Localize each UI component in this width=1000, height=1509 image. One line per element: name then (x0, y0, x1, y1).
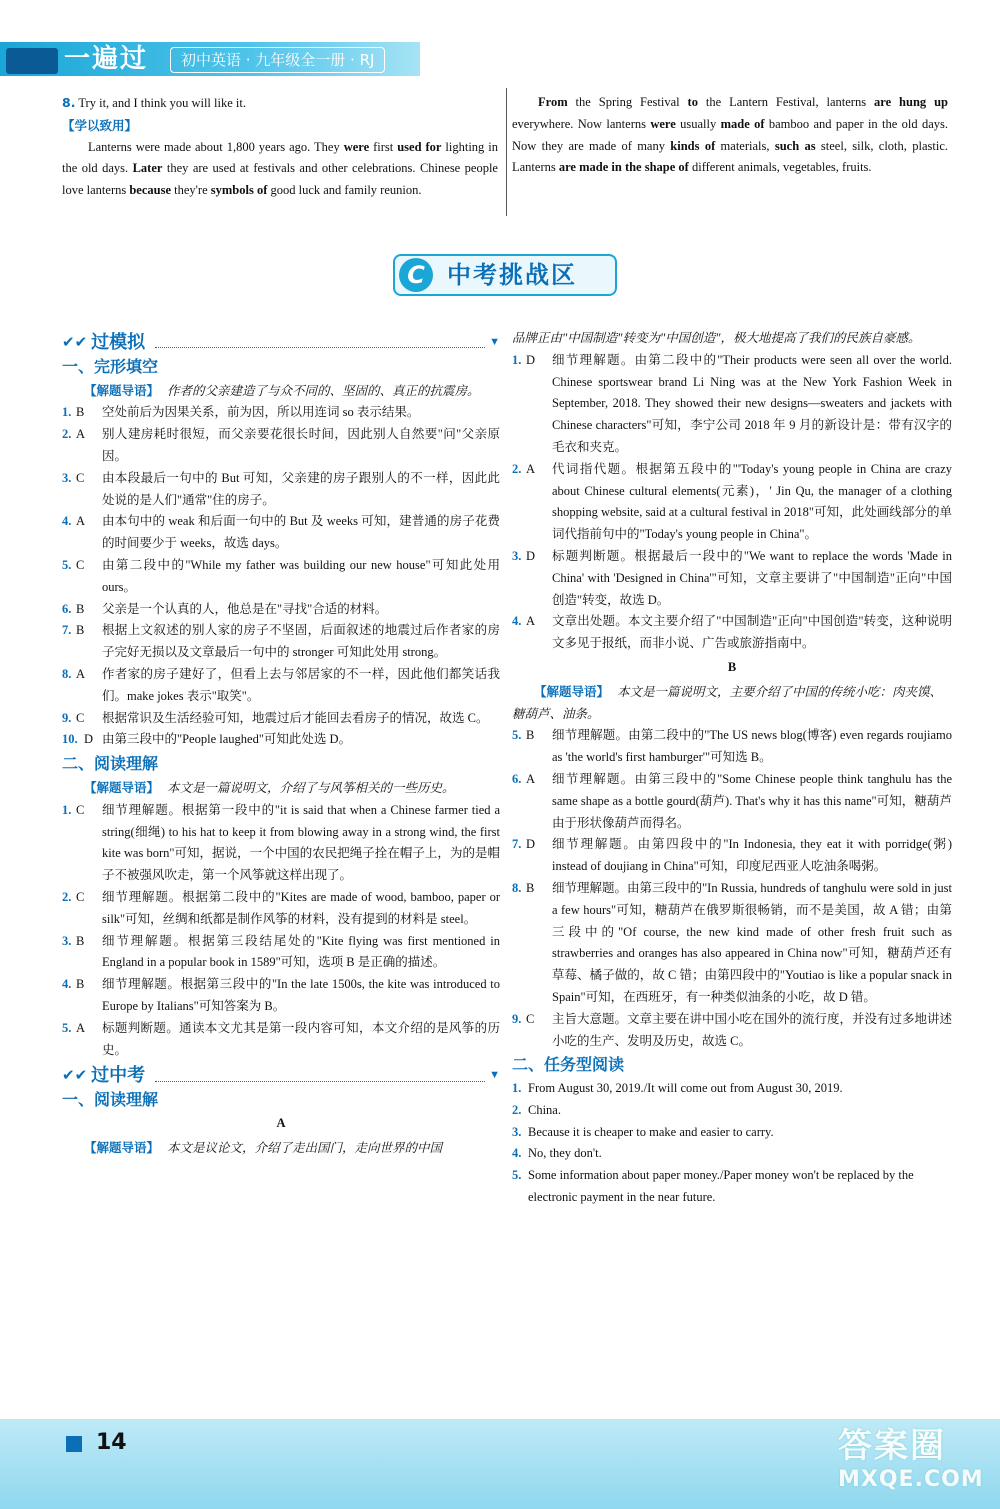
explanation-text: 细节理解题。根据第三段中的"In the late 1500s, the kite was introduced to Europe by Italians"可知答案为 B。 (102, 977, 500, 1013)
cloze-answers (62, 402, 500, 751)
text-run: materials, (715, 138, 775, 153)
answer-letter: C (76, 710, 85, 725)
text-run: everywhere. Now lanterns (512, 116, 651, 131)
subsection-title: 一、完形填空 (62, 356, 159, 376)
guide-note (62, 777, 500, 800)
bold-run: symbols of (210, 183, 268, 198)
guide-text: 本文是一篇说明文，介绍了与风筝相关的一些历史。 (167, 780, 455, 795)
item-number: 5. (512, 1168, 522, 1183)
answer-text: Some information about paper money./Paper money won't be replaced by the electronic payment in the near future. (528, 1168, 914, 1205)
answer-letter: B (76, 977, 85, 992)
page-header (0, 0, 1000, 78)
answer-letter: B (76, 405, 85, 420)
explanation-text: 空处前后为因果关系，前为因，所以用连词 so 表示结果。 (102, 405, 420, 420)
explanation-text: 标题判断题。根据最后一段中的"We want to replace the words 'Made in China' with 'Designed in China'"可知，文章主要讲了"中国制造"正向"中国创造"转变，故选 D。 (552, 548, 952, 607)
answer-item (62, 511, 500, 555)
item-number: 2. (62, 889, 72, 904)
answer-letter: C (526, 1011, 535, 1026)
explanation-text: 根据上文叙述的别人家的房子不坚固，后面叙述的地震过后作者家的房子完好无损以及文章最后一句中的 stronger 可知此处用 strong。 (102, 623, 500, 660)
text-run: different animals, vegetables, fruits. (688, 160, 872, 175)
item-number: 6. (62, 601, 72, 616)
text-run: the Lantern Festival, lanterns (697, 95, 874, 109)
item-number: 1. (512, 352, 522, 367)
bold-run: kinds of (670, 138, 716, 153)
bold-run: because (129, 183, 172, 198)
explanation-text: 由本句中的 weak 和后面一句中的 But 及 weeks 可知，建普通的房子花费的时间要少于 weeks，故选 days。 (102, 514, 500, 551)
item-number: 3. (512, 1124, 522, 1139)
item-number: 4. (512, 614, 522, 629)
checkmark-icon: ✔✔ (62, 1066, 88, 1085)
answer-item (62, 555, 500, 599)
section-header-mock (62, 332, 500, 354)
explanation-text: 细节理解题。根据第一段中的"it is said that when a Chinese farmer tied a string(细绳) to his hat to keep it from blowing away in a strong wind, the first kite was born"可知，据说，一个中国的农民把绳子拴在帽子上，为的是帽子不被强风吹走，第一个风筝就这样出现了。 (102, 802, 500, 883)
bold-run: are made in the shape of (558, 160, 689, 175)
answer-item (62, 424, 500, 468)
item-number: 7. (62, 623, 72, 638)
answer-letter: A (76, 1020, 86, 1035)
answer-letter: A (526, 461, 536, 476)
task-item (512, 1143, 952, 1165)
text-run: bamboo and paper in the old days. Now they are made of many (512, 116, 948, 153)
guide-note (62, 1137, 500, 1160)
text-run: Lanterns were made about 1,800 years ago. They (88, 139, 344, 154)
item-number: 4. (62, 977, 72, 992)
watermark-title: 答案圈 (838, 1426, 946, 1466)
item-number: 8. (512, 880, 522, 895)
answer-text: Because it is cheaper to make and easier to carry. (528, 1124, 774, 1139)
explanation-text: 细节理解题。由第四段中的"In Indonesia, they eat it with porridge(粥) instead of doujiang in China"可知，印度尼西亚人吃油条喝粥。 (552, 837, 952, 874)
explanation-text: 由第二段中的"While my father was building our new house"可知此处用 ours。 (102, 557, 500, 594)
answer-item (512, 769, 952, 834)
item-number: 2. (512, 461, 522, 476)
dotted-rule (155, 1071, 485, 1082)
item-number: 7. (512, 837, 522, 852)
top-left-block (62, 92, 498, 202)
guide-label: 【解题导语】 (534, 683, 610, 699)
banner-letter: C (399, 258, 433, 292)
answer-text: China. (528, 1102, 561, 1117)
checkmark-icon: ✔✔ (62, 333, 88, 351)
dotted-rule (155, 337, 485, 348)
bold-run: Later (132, 161, 163, 176)
explanation-text: 由第三段中的"People laughed"可知此处选 D。 (102, 732, 352, 747)
guide-note (62, 380, 500, 403)
explanation-text: 标题判断题。通读本文尤其是第一段内容可知，本文介绍的是风筝的历史。 (102, 1020, 500, 1057)
explanation-text: 根据常识及生活经验可知，地震过后才能回去看房子的情况，故选 C。 (102, 710, 489, 725)
answer-letter: A (526, 614, 536, 629)
explanation-text: 细节理解题。由第三段中的"Some Chinese people think tanghulu has the same shape as a bottle gourd(葫芦). That's why it has this name"可知，糖葫芦由于形状像葫芦而得名。 (552, 771, 952, 830)
answer-letter: A (526, 771, 536, 786)
answer-letter: A (76, 666, 86, 681)
bold-run: to (687, 95, 698, 109)
passage-a-answers (512, 350, 952, 655)
answer-letter: D (526, 837, 536, 852)
section-header-exam (62, 1065, 500, 1087)
guide-text: 本文是议论文，介绍了走出国门，走向世界的中国 (167, 1140, 443, 1155)
passage-letter: B (727, 659, 737, 674)
answer-letter: B (526, 728, 535, 743)
page-number: 14 (96, 1430, 127, 1455)
section-title: 过中考 (91, 1065, 146, 1087)
answer-item (512, 350, 952, 459)
answer-item (62, 664, 500, 708)
passage-letter: A (276, 1115, 286, 1130)
answer-letter: B (76, 933, 85, 948)
item-number: 4. (62, 514, 72, 529)
answer-letter: B (76, 601, 85, 616)
answer-letter: D (526, 352, 536, 367)
left-column (62, 328, 500, 1159)
explanation-text: 主旨大意题。文章主要在讲中国小吃在国外的流行度，并没有过多地讲述小吃的生产、发明及历史，故选 C。 (552, 1011, 953, 1048)
top-item-8 (62, 92, 498, 115)
arrow-down-icon: ▼ (489, 1069, 500, 1082)
answer-item (62, 931, 500, 975)
text-run: good luck and family reunion. (267, 183, 422, 198)
guide-continuation: 品牌正由"中国制造"转变为"中国创造"，极大地提高了我们的民族自豪感。 (512, 331, 921, 345)
answer-item (512, 878, 952, 1009)
series-logo: 一遍过 (64, 44, 149, 74)
subsection-title: 二、任务型阅读 (512, 1055, 625, 1075)
section-title: 过模拟 (91, 332, 146, 353)
answer-item (62, 620, 500, 664)
guide-text: 本文是一篇说明文，主要介绍了中国的传统小吃：肉夹馍、糖葫芦、油条。 (512, 684, 943, 721)
item-number: 3. (62, 933, 72, 948)
answer-item (62, 800, 500, 887)
subsection-title: 二、阅读理解 (62, 754, 159, 774)
text-run: they're (171, 183, 211, 198)
item-number: 3. (62, 470, 72, 485)
item-number: 10. (62, 732, 78, 747)
bold-run: made of (720, 116, 765, 131)
answer-item (62, 729, 500, 751)
arrow-down-icon: ▼ (489, 336, 500, 348)
task-item (512, 1165, 952, 1209)
explanation-text: 细节理解题。由第二段中的"Their products were seen all over the world. Chinese sportswear brand Li Ning was at the New York Fashion Week in September, 2018. They showed their new designs—sweaters and jackets with Chinese characters"可知，李宁公司 2018 年 9 月的新设计是：带有汉字的毛衣和夹克。 (552, 352, 952, 454)
item-number: 2. (512, 1102, 522, 1117)
answer-item (512, 459, 952, 546)
explanation-text: 文章出处题。本文主要介绍了"中国制造"正向"中国创造"转变，这种说明文多见于报纸，而非小说、广告或旅游指南中。 (552, 614, 952, 651)
answer-letter: B (526, 880, 535, 895)
bold-run: such as (774, 138, 816, 153)
bold-run: were (343, 139, 370, 154)
explanation-text: 代词指代题。根据第五段中的"'Today's young people in China are crazy about Chinese cultural elements(元素)，' Jin Qu, the manager of a clothing shopping website, said at a cultural festival in 2018"可知，此处画线部分的单词代指前句中的"Today's young people in China"。 (552, 461, 952, 542)
watermark (838, 1418, 988, 1502)
item-number: 2. (62, 427, 72, 442)
answer-item (62, 599, 500, 621)
answer-text: No, they don't. (528, 1146, 602, 1161)
answer-letter: C (76, 470, 85, 485)
explanation-text: 父亲是一个认真的人，他总是在"寻找"合适的材料。 (102, 601, 388, 616)
text-run: lighting in the old days. (62, 139, 498, 176)
watermark-url: MXQE.COM (838, 1467, 984, 1492)
answer-item (62, 402, 500, 424)
learn-paragraph (62, 137, 498, 202)
task-item (512, 1122, 952, 1144)
item-number: 5. (512, 728, 522, 743)
right-column (512, 328, 952, 1209)
answer-letter: C (76, 557, 85, 572)
answer-letter: C (76, 889, 85, 904)
top-right-paragraph (512, 92, 948, 179)
item-number: 1. (62, 405, 72, 420)
text-run: they are used at festivals and other celebrations. Chinese people love lanterns (62, 161, 498, 198)
bold-run: From (538, 95, 568, 109)
reading-answers (62, 800, 500, 1062)
item-number: 5. (62, 557, 72, 572)
answer-letter: A (76, 427, 86, 442)
answer-item (512, 834, 952, 878)
explanation-text: 细节理解题。由第二段中的"The US news blog(博客) even regards roujiamo as 'the world's first hamburger'"可知选 B。 (552, 728, 952, 765)
guide-note (512, 681, 952, 726)
item-number: 5. (62, 1020, 72, 1035)
task-item (512, 1078, 952, 1100)
answer-letter: A (76, 514, 86, 529)
explanation-text: 别人建房耗时很短，而父亲要花很长时间，因此别人自然要"问"父亲原因。 (102, 427, 500, 463)
explanation-text: 由本段最后一句中的 But 可知，父亲建的房子跟别人的不一样，因此此处说的是人们"通常"住的房子。 (102, 470, 500, 507)
page-marker (66, 1436, 82, 1452)
item-number: 3. (512, 548, 522, 563)
banner-title: 中考挑战区 (447, 261, 577, 289)
section-banner (393, 254, 617, 296)
item-number: 9. (512, 1011, 522, 1026)
book-subtitle: 初中英语 · 九年级全一册 · RJ (170, 47, 385, 73)
passage-b-answers (512, 725, 952, 1052)
bold-run: are hung up (874, 95, 948, 109)
explanation-text: 细节理解题。由第三段中的"In Russia, hundreds of tanghulu were sold in just a few hours"可知，糖葫芦在俄罗斯很畅销，而不是美国，故 A 错；由第三段中的"Of course, the new kind made of other fresh fruit such as strawberries and oranges has also appeared in China now"可知，糖葫芦还有草莓、橘子做的，故 C 错；由第四段中的"Youtiao is like a popular snack in Spain"可知，在西班牙，有一种类似油条的小吃，故 D 错。 (552, 880, 952, 1004)
answer-letter: D (526, 548, 536, 563)
answer-item (512, 725, 952, 769)
bold-run: used for (397, 139, 442, 154)
guide-label: 【解题导语】 (84, 382, 160, 398)
answer-text: From August 30, 2019./It will come out from August 30, 2019. (528, 1081, 843, 1096)
answer-item (62, 887, 500, 931)
learn-tag: 【学以致用】 (62, 117, 138, 133)
answer-letter: B (76, 623, 85, 638)
answer-item (62, 1018, 500, 1062)
answer-item (62, 468, 500, 512)
answer-letter: C (76, 802, 85, 817)
column-divider (506, 88, 507, 216)
text-run: the Spring Festival (567, 95, 688, 109)
answer-item (62, 974, 500, 1018)
text-run: steel, silk, cloth, plastic. Lanterns (512, 138, 948, 175)
item-text: Try it, and I think you will like it. (78, 96, 246, 110)
bold-run: were (650, 116, 676, 131)
item-number: 8. (62, 95, 76, 110)
item-number: 9. (62, 710, 72, 725)
answer-letter: D (84, 732, 94, 747)
text-run: usually (675, 116, 721, 131)
guide-label: 【解题导语】 (84, 1139, 160, 1155)
answer-item (512, 546, 952, 611)
item-number: 1. (512, 1081, 522, 1096)
explanation-text: 作者家的房子建好了，但看上去与邻居家的不一样，因此他们都笑话我们。make jokes 表示"取笑"。 (102, 666, 500, 703)
item-number: 1. (62, 802, 72, 817)
guide-text: 作者的父亲建造了与众不同的、坚固的、真正的抗震房。 (167, 383, 480, 398)
text-run: first (369, 139, 398, 154)
answer-item (62, 708, 500, 730)
task-reading-answers (512, 1078, 952, 1209)
task-item (512, 1100, 952, 1122)
answer-item (512, 1009, 952, 1053)
guide-label: 【解题导语】 (84, 779, 160, 795)
explanation-text: 细节理解题。根据第二段中的"Kites are made of wood, bamboo, paper or silk"可知，丝绸和纸都是制作风筝的材料，没有提到的材料是 steel。 (102, 889, 500, 926)
item-number: 6. (512, 771, 522, 786)
explanation-text: 细节理解题。根据第三段结尾处的"Kite flying was first mentioned in England in a popular book in 1589"可知，选项 B 是正确的描述。 (102, 933, 500, 970)
subsection-title: 一、阅读理解 (62, 1090, 159, 1110)
item-number: 8. (62, 666, 72, 681)
answer-item (512, 611, 952, 655)
item-number: 4. (512, 1146, 522, 1161)
